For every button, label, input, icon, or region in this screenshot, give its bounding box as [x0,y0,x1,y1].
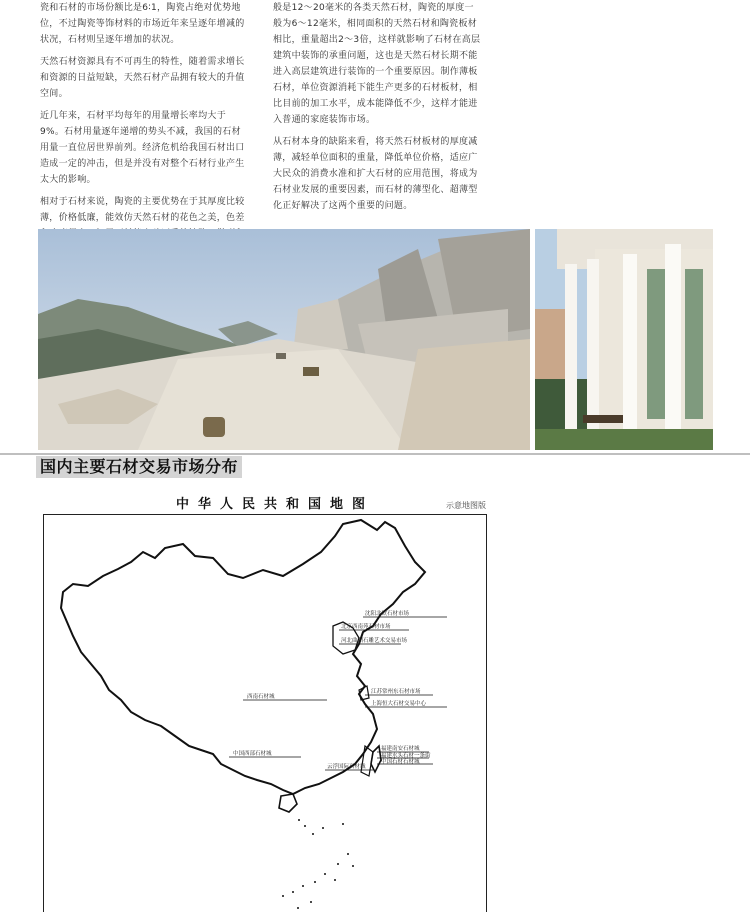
article-paragraph: 从石材本身的缺陷来看，将天然石材板材的厚度减薄，减轻单位面积的重量，降低单位价格，适应广大民众的消费水准和扩大石材的应用范围，将成为石材业发展的重要因素，而石材的薄型化、超薄型化正好解决了这两个重要的问题。 [273,137,478,211]
villa-photo-image [535,229,713,450]
china-map [43,514,487,912]
article-column-right [273,0,481,220]
article-paragraph: 相对于石材来说，陶瓷的主要优势在于其厚度比较薄，价格低廉，能效仿天然石材的花色之美，色差 [40,197,245,223]
article-paragraph: 近几年来，石材平均每年的用量增长率均大于9%。石材用量逐年递增的势头不减，我国的石材用量一直位居世界前列。经济危机给我国石材出口造成一定的冲击，但是并没有对整个石材行业产生太大的影响。 [40,111,245,185]
market-label: 北京西南苑石材市场 [341,624,391,630]
market-label: 中国石材石材城 [381,759,420,765]
taiwan-island [371,746,381,772]
map-title: 中华人民共和国地图 [175,497,374,512]
market-label: 中国西部石材城 [233,751,272,757]
section-heading: 国内主要石材交易市场分布 [36,456,242,478]
map-source-note: 示意地图版 [446,501,486,510]
hainan-island [279,794,297,812]
villa-columns-photo [535,229,713,450]
article-paragraph: 瓷和石材的市场份额比是6∶1，陶瓷占绝对优势地位，不过陶瓷等饰材料的市场近年来呈逐年增减的状况，石材则呈逐年增加的状况。 [40,3,245,45]
article-paragraph: 天然石材资源具有不可再生的特性，随着需求增长和资源的日益短缺，天然石材产品拥有较大的升值空间。 [40,57,245,99]
section-divider [0,453,750,455]
market-label: 西南石材城 [247,694,275,700]
market-label: 江苏常州东石材市场 [371,689,421,695]
market-label: 福建南安石材城 [381,746,420,752]
market-label: 沈阳北欧石材市场 [365,611,410,617]
article-paragraph: 般是12～20毫米的各类天然石材，陶瓷的厚度一般为6～12毫米，相同面积的天然石材和陶瓷板材相比，重量超出2～3倍，这样就影响了石材在高层建筑中装饰的承重问题，这也是天然石材长期不能进入高层建筑进行装饰的一个重要原因。制作薄板石材，单位资源消耗下能生产更多的石材板材，相比目前的加工水平，成本能降低不少，这样才能进入普通的家庭装饰市场。 [273,3,481,125]
market-label: 云浮国际石材城 [327,764,366,770]
quarry-photo-image [38,229,530,450]
quarry-photo [38,229,530,450]
market-label: 福建水头石材一条街 [381,753,431,759]
market-label: 上海恒大石材交易中心 [371,701,427,707]
market-label: 河北曲阳石雕艺术交易市场 [341,638,408,644]
south-sea-islands [282,819,354,909]
